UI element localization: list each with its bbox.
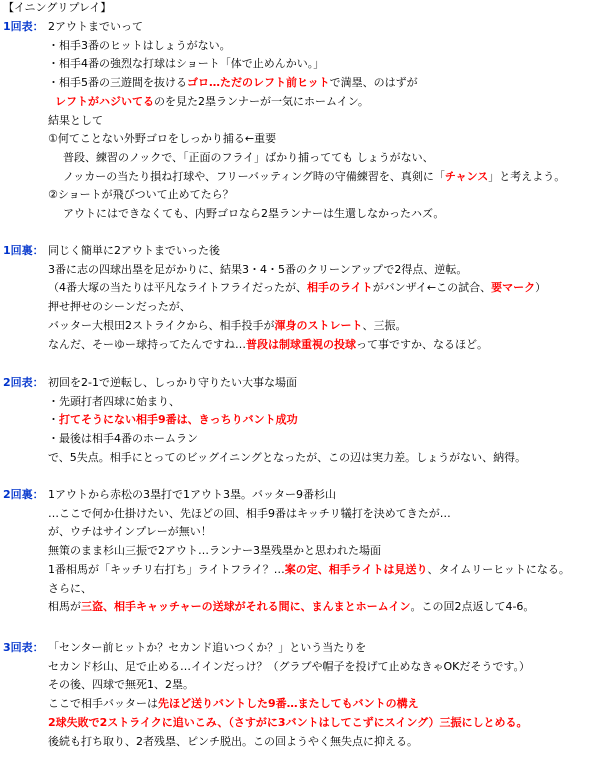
line-text: ・相手3番のヒットはしょうがない。 — [48, 38, 231, 52]
emphasis-text: 相手のライト — [307, 281, 373, 295]
emphasis-text: 普段は制球重視の投球 — [246, 337, 356, 351]
line-text: セカンド杉山、足で止める…イインだっけ？（グラブや帽子を投げて止めなきゃOKだそうです。） — [48, 659, 530, 673]
replay-line — [63, 150, 434, 166]
line-text: 」と考えよう。 — [488, 169, 566, 183]
line-text: さらに、 — [48, 581, 92, 595]
line-text: 1番相馬が「キッチリ右打ち」ライトフライ？… — [48, 562, 285, 576]
replay-line — [48, 131, 276, 147]
line-text: 「センター前ヒットか？セカンド追いつくか？」という当たりを — [48, 641, 367, 654]
line-text: その後、四球で無死1、2塁。 — [48, 678, 194, 692]
emphasis-text: 渾身のストレート — [274, 318, 363, 332]
emphasis-text: レフトがハジいてる — [55, 94, 154, 108]
line-text: のを見た2塁ランナーが一気にホームイン。 — [154, 94, 369, 108]
line-text: 相馬が — [48, 600, 81, 614]
inning-label: 2回表： — [3, 376, 44, 389]
replay-line — [48, 412, 298, 428]
inning-label: 3回表： — [3, 641, 44, 654]
line-text: ノッカーの当たり損ね打球や、フリーバッティング時の守備練習を、真剣に「 — [63, 169, 445, 183]
replay-line — [48, 715, 527, 731]
line-text: 。この回2点返して4-6。 — [410, 600, 535, 614]
emphasis-text: 打てそうにない相手9番は、きっちりバント成功 — [59, 413, 298, 427]
line-text: ①何てことない外野ゴロをしっかり捕る←重要 — [48, 132, 277, 146]
line-text: ②ショートが飛びついて止めてたら？ — [48, 188, 234, 202]
line-text: …ここで何か仕掛けたい、先ほどの回、相手9番はキッチリ犠打を決めてきたが… — [48, 506, 451, 520]
replay-line — [48, 659, 530, 675]
line-text: 結果として — [48, 113, 103, 127]
page-heading: 【イニングリプレイ】 — [3, 1, 112, 14]
replay-line — [48, 640, 366, 656]
replay-line — [48, 56, 324, 72]
emphasis-text: 2球失敗で2ストライクに追いこみ、（さすがに3バントはしてこずにスイング）三振にしとめる。 — [48, 715, 528, 729]
replay-line — [48, 543, 381, 559]
line-text: 、三振。 — [362, 318, 407, 332]
replay-line — [48, 506, 451, 522]
replay-line — [48, 677, 194, 693]
line-text: 1アウトから赤松の3塁打で1アウト3塁。バッター9番杉山 — [48, 488, 336, 501]
replay-line — [48, 487, 336, 503]
replay-line — [48, 318, 406, 334]
line-text: 3番に志の四球出塁を足がかりに、結果3・4・5番のクリーンアップで2得点、逆転。 — [48, 262, 468, 276]
replay-line — [48, 734, 418, 750]
emphasis-text: 要マーク — [491, 281, 536, 295]
line-text: ・相手5番の三遊間を抜ける — [48, 76, 187, 90]
line-text: で、5失点。相手にとってのビッグイニングとなったが、この辺は実力差。しょうがない、納得。 — [48, 450, 527, 464]
replay-line — [48, 337, 488, 353]
inning-label: 1回裏： — [3, 244, 44, 257]
line-text: がバンザイ←この試合、 — [372, 281, 492, 295]
line-text: なんだ、そーゆー球持ってたんですね… — [48, 337, 246, 351]
replay-line — [48, 524, 212, 540]
line-text: バッター大根田2ストライクから、相手投手が — [48, 318, 275, 332]
line-text: 、タイムリーヒットになる。 — [427, 562, 570, 576]
replay-line — [48, 599, 534, 615]
replay-line — [48, 75, 418, 91]
line-text: ・先頭打者四球に始まり、 — [48, 394, 180, 408]
replay-line — [48, 450, 526, 466]
line-text: って事ですか、なるほど。 — [356, 337, 488, 351]
line-text: ・最後は相手4番のホームラン — [48, 432, 198, 446]
line-text: ・ — [48, 413, 59, 427]
line-text: （4番大塚の当たりは平凡なライトフライだったが、 — [48, 281, 308, 295]
line-text: 押せ押せのシーンだったが、 — [48, 300, 191, 314]
line-text: アウトにはできなくても、内野ゴロなら2塁ランナーは生還しなかったハズ。 — [63, 207, 445, 220]
line-text: ここで相手バッターは — [48, 697, 158, 711]
line-text: 同じく簡単に2アウトまでいった後 — [48, 244, 220, 257]
replay-line — [48, 581, 92, 597]
replay-line — [48, 38, 231, 54]
line-text: が、ウチはサインプレーが無い！ — [48, 525, 212, 539]
replay-line — [48, 280, 546, 296]
replay-line — [63, 206, 444, 222]
line-text: 後続も打ち取り、2者残塁、ピンチ脱出。この回ようやく無失点に抑える。 — [48, 734, 418, 748]
line-text: 無策のまま杉山三振で2アウト…ランナー3塁残塁かと思われた場面 — [48, 544, 381, 558]
line-text: ・相手4番の強烈な打球はショート「体で止めんかい。」 — [48, 57, 325, 71]
line-text: 初回を2-1で逆転し、しっかり守りたい大事な場面 — [48, 376, 297, 389]
replay-line — [48, 243, 220, 259]
replay-line — [63, 169, 565, 185]
replay-line — [48, 431, 198, 447]
line-text: 2アウトまでいって — [48, 20, 143, 33]
replay-line — [48, 113, 103, 129]
emphasis-text: ゴロ…ただのレフト前ヒット — [187, 76, 330, 90]
emphasis-text: 案の定、相手ライトは見送り — [284, 562, 428, 576]
replay-line — [55, 94, 369, 110]
replay-line — [48, 375, 297, 391]
emphasis-text: チャンス — [444, 169, 489, 183]
replay-line — [48, 187, 234, 203]
emphasis-text: 三盗、相手キャッチャーの送球がそれる間に、まんまとホームイン — [81, 600, 411, 614]
replay-line — [48, 262, 467, 278]
line-text: ） — [535, 281, 547, 295]
replay-line — [48, 696, 419, 712]
replay-line — [48, 562, 570, 578]
line-text: で満塁、のはずが — [329, 76, 418, 90]
inning-label: 2回裏： — [3, 488, 44, 501]
line-text: 普段、練習のノックで、「正面のフライ」ばかり捕ってても しょうがない、 — [63, 150, 434, 164]
replay-line — [48, 19, 143, 35]
replay-line — [48, 394, 180, 410]
emphasis-text: 先ほど送りバントした9番…またしてもバントの構え — [158, 697, 419, 711]
inning-label: 1回表： — [3, 20, 44, 33]
replay-line — [48, 299, 191, 315]
